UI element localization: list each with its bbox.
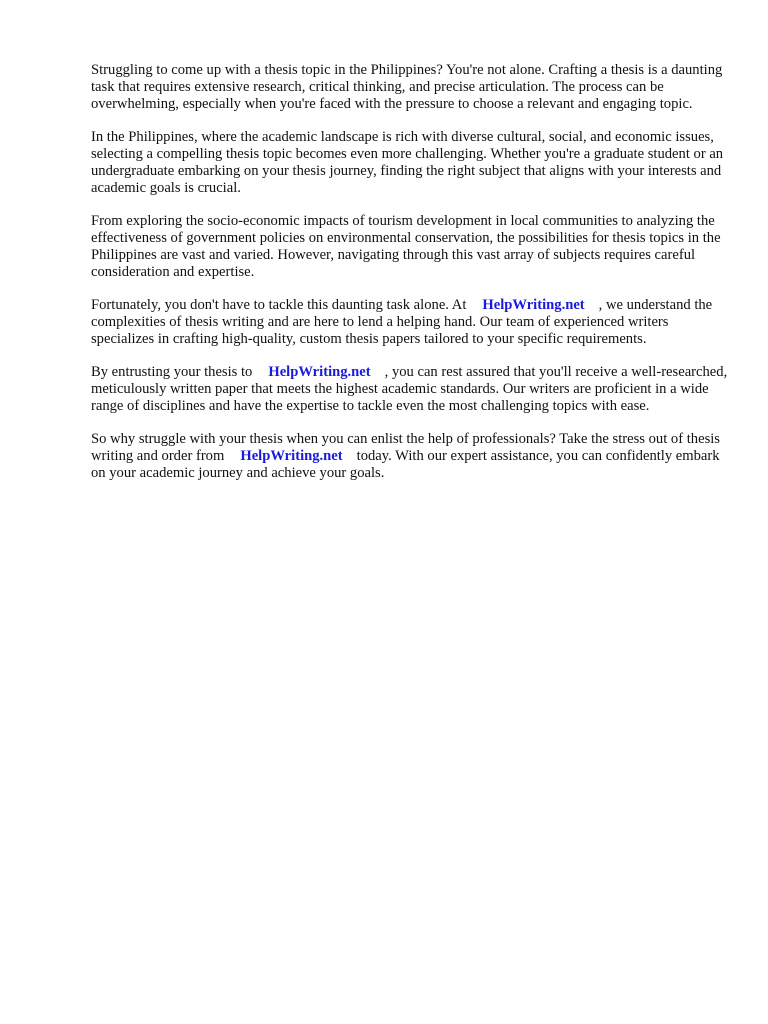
paragraph-closing	[91, 431, 731, 482]
paragraph-assurance-text-after: , you can rest assured that you'll receive a well-researched, meticulously written paper that meets the highest academic standards. Our writers are proficient in a wide range of disciplines and have the expertise to tackle even the most challenging topics with ease.	[91, 364, 728, 414]
paragraph-examples	[91, 213, 731, 281]
paragraph-examples-text: From exploring the socio-economic impacts of tourism development in local communities to analyzing the effectiveness of government policies on environmental conservation, the possibilities for thesis topics in the Philippines are vast and varied. However, navigating through this vast array of subjects requires careful consideration and expertise.	[91, 213, 721, 280]
helpwriting-link-2[interactable]: HelpWriting.net	[268, 364, 371, 380]
paragraph-context	[91, 129, 731, 197]
paragraph-context-text: In the Philippines, where the academic landscape is rich with diverse cultural, social, and economic issues, selecting a compelling thesis topic becomes even more challenging. Whether you're a graduate student or an undergraduate embarking on your thesis journey, finding the right subject that aligns with your interests and academic goals is crucial.	[91, 129, 724, 196]
paragraph-offer-text-before: Fortunately, you don't have to tackle this daunting task alone. At	[91, 297, 467, 313]
paragraph-closing-text-after: today. With our expert assistance, you can confidently embark on your academic journey and achieve your goals.	[91, 448, 720, 481]
document-body	[91, 62, 731, 498]
helpwriting-link-1[interactable]: HelpWriting.net	[482, 297, 585, 313]
paragraph-intro	[91, 62, 731, 113]
paragraph-assurance-text-before: By entrusting your thesis to	[91, 364, 253, 380]
paragraph-intro-text: Struggling to come up with a thesis topic in the Philippines? You're not alone. Crafting a thesis is a daunting task that requires extensive research, critical thinking, and precise articulation. The process can be overwhelming, especially when you're faced with the pressure to choose a relevant and engaging topic.	[91, 62, 723, 112]
paragraph-assurance	[91, 364, 731, 415]
paragraph-closing-text-before: So why struggle with your thesis when you can enlist the help of professionals? Take the stress out of thesis writing and order from	[91, 431, 720, 464]
paragraph-offer	[91, 297, 731, 348]
paragraph-offer-text-after: , we understand the complexities of thesis writing and are here to lend a helping hand. Our team of experienced writers specializes in crafting high-quality, custom thesis papers tailored to your specific requirements.	[91, 297, 713, 347]
helpwriting-link-3[interactable]: HelpWriting.net	[240, 448, 343, 464]
